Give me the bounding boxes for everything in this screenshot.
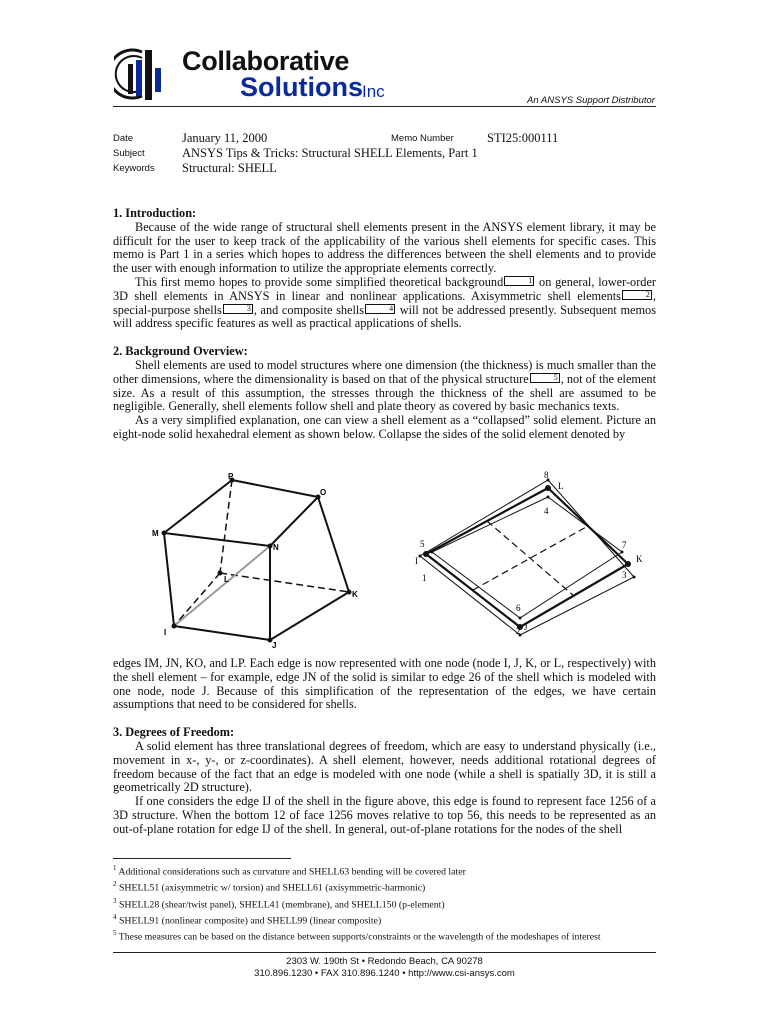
fig1-label-k: K [352,590,358,599]
footnote-2: $^2$ SHELL51 (axisymmetric w/ torsion) and SHELL61 (axisymmetric-harmonic) [113,880,426,894]
footnote-4: $^4$ SHELL91 (nonlinear composite) and SHELL99 (linear composite) [113,912,382,927]
fig2-label-3: 3 [622,570,627,580]
memo-number-label: Memo Number [391,133,454,144]
shell-element-figure [410,470,650,640]
fig2-label-j: J [524,622,528,632]
intro-paragraph-1: Because of the wide range of structural shell elements present in the ANSYS element library, it may be difficult for the user to keep track of the applicability of the various shell elements for specific cases. This memo is Part 1 in a series which hopes to address the differences between the shell elements and to provide the user with enough information to utilize the appropriate elements correctly. [113,219,656,276]
footnote-1: $^1$ Additional considerations such as curvature and SHELL63 bending will be covered later [113,864,466,878]
logo-text-line1: Collaborative [182,46,350,76]
footnote-ref-1[interactable]: 1 [504,276,534,286]
intro-heading: 1. Introduction: [113,206,197,220]
fig2-label-6: 6 [516,603,521,613]
dof-paragraph-1: A solid element has three translational degrees of freedom, which are easy to understand physically (i.e., movement in x-, y-, or z-coordinates). A shell element, however, needs additional rotational degrees of freedom because of the fact that an edge is modeled with one node (while a shell is spatially 3D, it is still a geometrically 2D structure). [113,738,656,795]
fig2-label-k: K [636,554,643,564]
logo-text-line2: Solutions [240,72,363,102]
fig2-label-7: 7 [622,540,627,550]
fig1-label-p: P [228,472,234,481]
header-divider [113,106,656,107]
company-logo-icon [114,46,176,102]
footnote-ref-5[interactable]: 5 [530,373,560,383]
subject-value: ANSYS Tips & Tricks: Structural SHELL Elements, Part 1 [182,146,478,160]
background-heading: 2. Background Overview: [113,344,248,359]
background-paragraph-2: As a very simplified explanation, one can view a shell element as a “collapsed” solid element. Picture an eight-node solid hexahedral element as shown below. Collapse the sides of the solid element denoted by [113,413,656,441]
fig1-label-i: I [164,628,167,637]
fig1-label-o: O [320,488,327,497]
background-paragraph-3: edges IM, JN, KO, and LP. Each edge is now represented with one node (node I, J, K, or L, respectively) with the shell element – for example, edge JN of the solid is similar to edge 26 of the shell which is modeled with one node, node J. Because of this simplification of the representation of the edges, we have certain assumptions that need to be considered for shells. [113,656,656,712]
footnote-ref-3[interactable]: 3 [223,304,253,314]
dof-heading: 3. Degrees of Freedom: [113,725,235,740]
intro-paragraph-2: This first memo hopes to provide some simplified theoretical background 1 on general, lower-order 3D shell elements in ANSYS in linear and nonlinear applications. Axisymmetric shell elements 2 , special-purpose shells 3 , and composite shells 4 will not be addressed presently. Subsequent memos will address specific features as well as practical applications of shells. [113,274,656,331]
subject-label: Subject [113,148,145,159]
memo-number-value: STI25:000111 [487,131,559,145]
background-paragraph-1: Shell elements are used to model structures where one dimension (the thickness) is much smaller than the other dimensions, where the dimensionality is based on that of the physical structure 5 , not of the element size. As a result of this assumption, the stresses through the thickness of the shell are assumed to be negligible. Generally, shell elements follow shell and plate theory as covered by basic mechanics texts. [113,357,657,414]
footnote-divider [113,858,291,859]
footnote-ref-4[interactable]: 4 [365,304,395,314]
keywords-label: Keywords [113,163,155,174]
date-label: Date [113,133,134,144]
solid-hexahedral-element-figure [150,470,370,650]
tagline: An ANSYS Support Distributor [527,95,655,106]
body-top [113,207,656,442]
fig1-label-n: N [273,543,279,552]
fig2-label-i: I [415,556,418,566]
dof-paragraph-2: If one considers the edge IJ of the shell in the figure above, this edge is found to represent face 1256 of a 3D structure. When the bottom 12 of face 1256 moves relative to top 56, this needs to be represented as an out-of-plane rotation for edge IJ of the shell. In general, out-of-plane rotations for the nodes of the shell [113,794,656,836]
fig1-label-j: J [272,641,277,650]
fig2-label-5: 5 [420,539,425,549]
footer-divider [113,952,656,953]
keywords-value: Structural: SHELL [182,161,277,175]
footnote-ref-2[interactable]: 2 [622,290,652,300]
date-value: January 11, 2000 [182,131,268,145]
footnote-5: $^5$ These measures can be based on the distance between supports/constraints or the wavelength of the modeshapes of interest [113,929,601,943]
body-bottom [113,657,656,837]
fig2-label-2: 2 [516,626,521,636]
fig2-label-4: 4 [544,506,549,516]
fig1-label-m: M [152,529,159,538]
fig2-label-1: 1 [422,573,427,583]
footer-address: 2303 W. 190th St • Redondo Beach, CA 90278 [286,956,483,967]
logo-text-inc: Inc [362,82,385,101]
footnotes [113,862,656,943]
footer-contact: 310.896.1230 • FAX 310.896.1240 • http://www.csi-ansys.com [254,968,515,979]
fig1-label-l: L [224,575,229,584]
fig2-label-l: L [558,481,564,491]
footnote-3: $^3$ SHELL28 (shear/twist panel), SHELL41 (membrane), and SHELL150 (p-element) [113,896,445,910]
fig2-label-8: 8 [544,470,549,480]
